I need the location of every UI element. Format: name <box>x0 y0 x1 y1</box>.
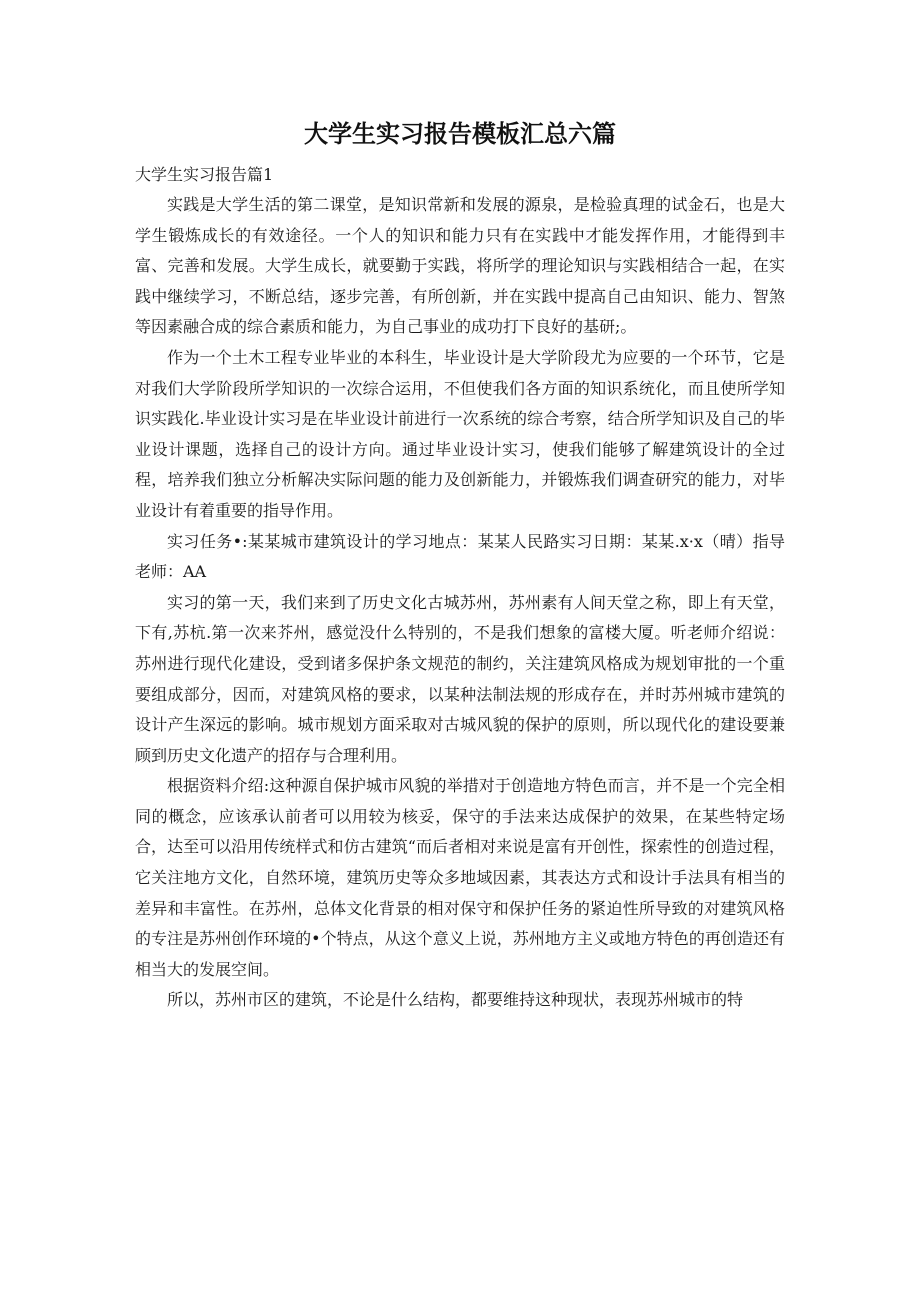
paragraph-first-day-suzhou: 实习的第一天，我们来到了历史文化古城苏州，苏州素有人间天堂之称，即上有天堂，下有,苏杭.第一次来芥州，感觉没什么特别的，不是我们想象的富楼大厦。听老师介绍说：苏州进行现代化建设，受到诸多保护条文规范的制约，关注建筑风格成为规划审批的一个重要组成部分，因而，对建筑风格的要求，以某种法制法规的形成存在，并时苏州城市建筑的设计产生深远的影响。城市规划方面采取对古城风貌的保护的原则，所以现代化的建设要兼顾到历史文化遗产的招存与合理利用。 <box>135 592 785 765</box>
paragraph-materials-intro: 根据资料介绍:这种源自保护城市风貌的举措对于创造地方特色而言，并不是一个完全相同的概念，应该承认前者可以用较为核妥，保守的手法来达成保护的效果，在某些特定场合，达至可以沿用传统样式和仿古建筑“而后者相对来说是富有开创性，探索性的创造过程，它关注地方文化，自然环境，建筑历史等众多地域因素，其表达方式和设计手法具有相当的差异和丰富性。在苏州，总体文化背景的相对保守和保护任务的紧迫性所导致的对建筑风格的专注是苏州创作环境的•个特点，从这个意义上说，苏州地方主义或地方特色的再创造还有相当大的发展空间。 <box>135 776 785 979</box>
section-heading: 大学生实习报告篇1 <box>135 165 274 184</box>
paragraph-graduation-design: 作为一个土木工程专业毕业的本科生，毕业设计是大学阶段尤为应要的一个环节，它是对我们大学阶段所学知识的一次综合运用，不但使我们各方面的知识系统化，而且使所学知识实践化.毕业设计实习是在毕业设计前进行一次系统的综合考察，结合所学知识及自己的毕业设计课题，选择自己的设计方向。通过毕业设计实习，使我们能够了解建筑设计的全过程，培养我们独立分析解决实际问题的能力及创新能力，并锻炼我们调查研究的能力，对毕业设计有着重要的指导作用。 <box>135 347 785 520</box>
paragraph-suzhou-buildings: 所以，苏州市区的建筑，不论是什么结构，都要维持这种现状，表现苏州城市的特 <box>167 990 744 1010</box>
paragraph-practice-intro: 实践是大学生活的第二课堂，是知识常新和发展的源泉，是检验真理的试金石，也是大学生锻炼成长的有效途径。一个人的知识和能力只有在实践中才能发挥作用，才能得到丰富、完善和发展。大学生成长，就要勤于实践，将所学的理论知识与实践相结合一起，在实践中继续学习，不断总结，逐步完善，有所创新，并在实践中提高自己由知识、能力、智煞等因素融合成的综合素质和能力，为自己事业的成功打下良好的基研;。 <box>135 195 785 337</box>
paragraph-internship-info: 实习任务•:某某城市建筑设计的学习地点：某某人民路实习日期：某某.x·x（晴）指导老师：AA <box>135 531 785 582</box>
document-title: 大学生实习报告模板汇总六篇 <box>304 120 616 148</box>
document-body <box>135 160 785 1016</box>
